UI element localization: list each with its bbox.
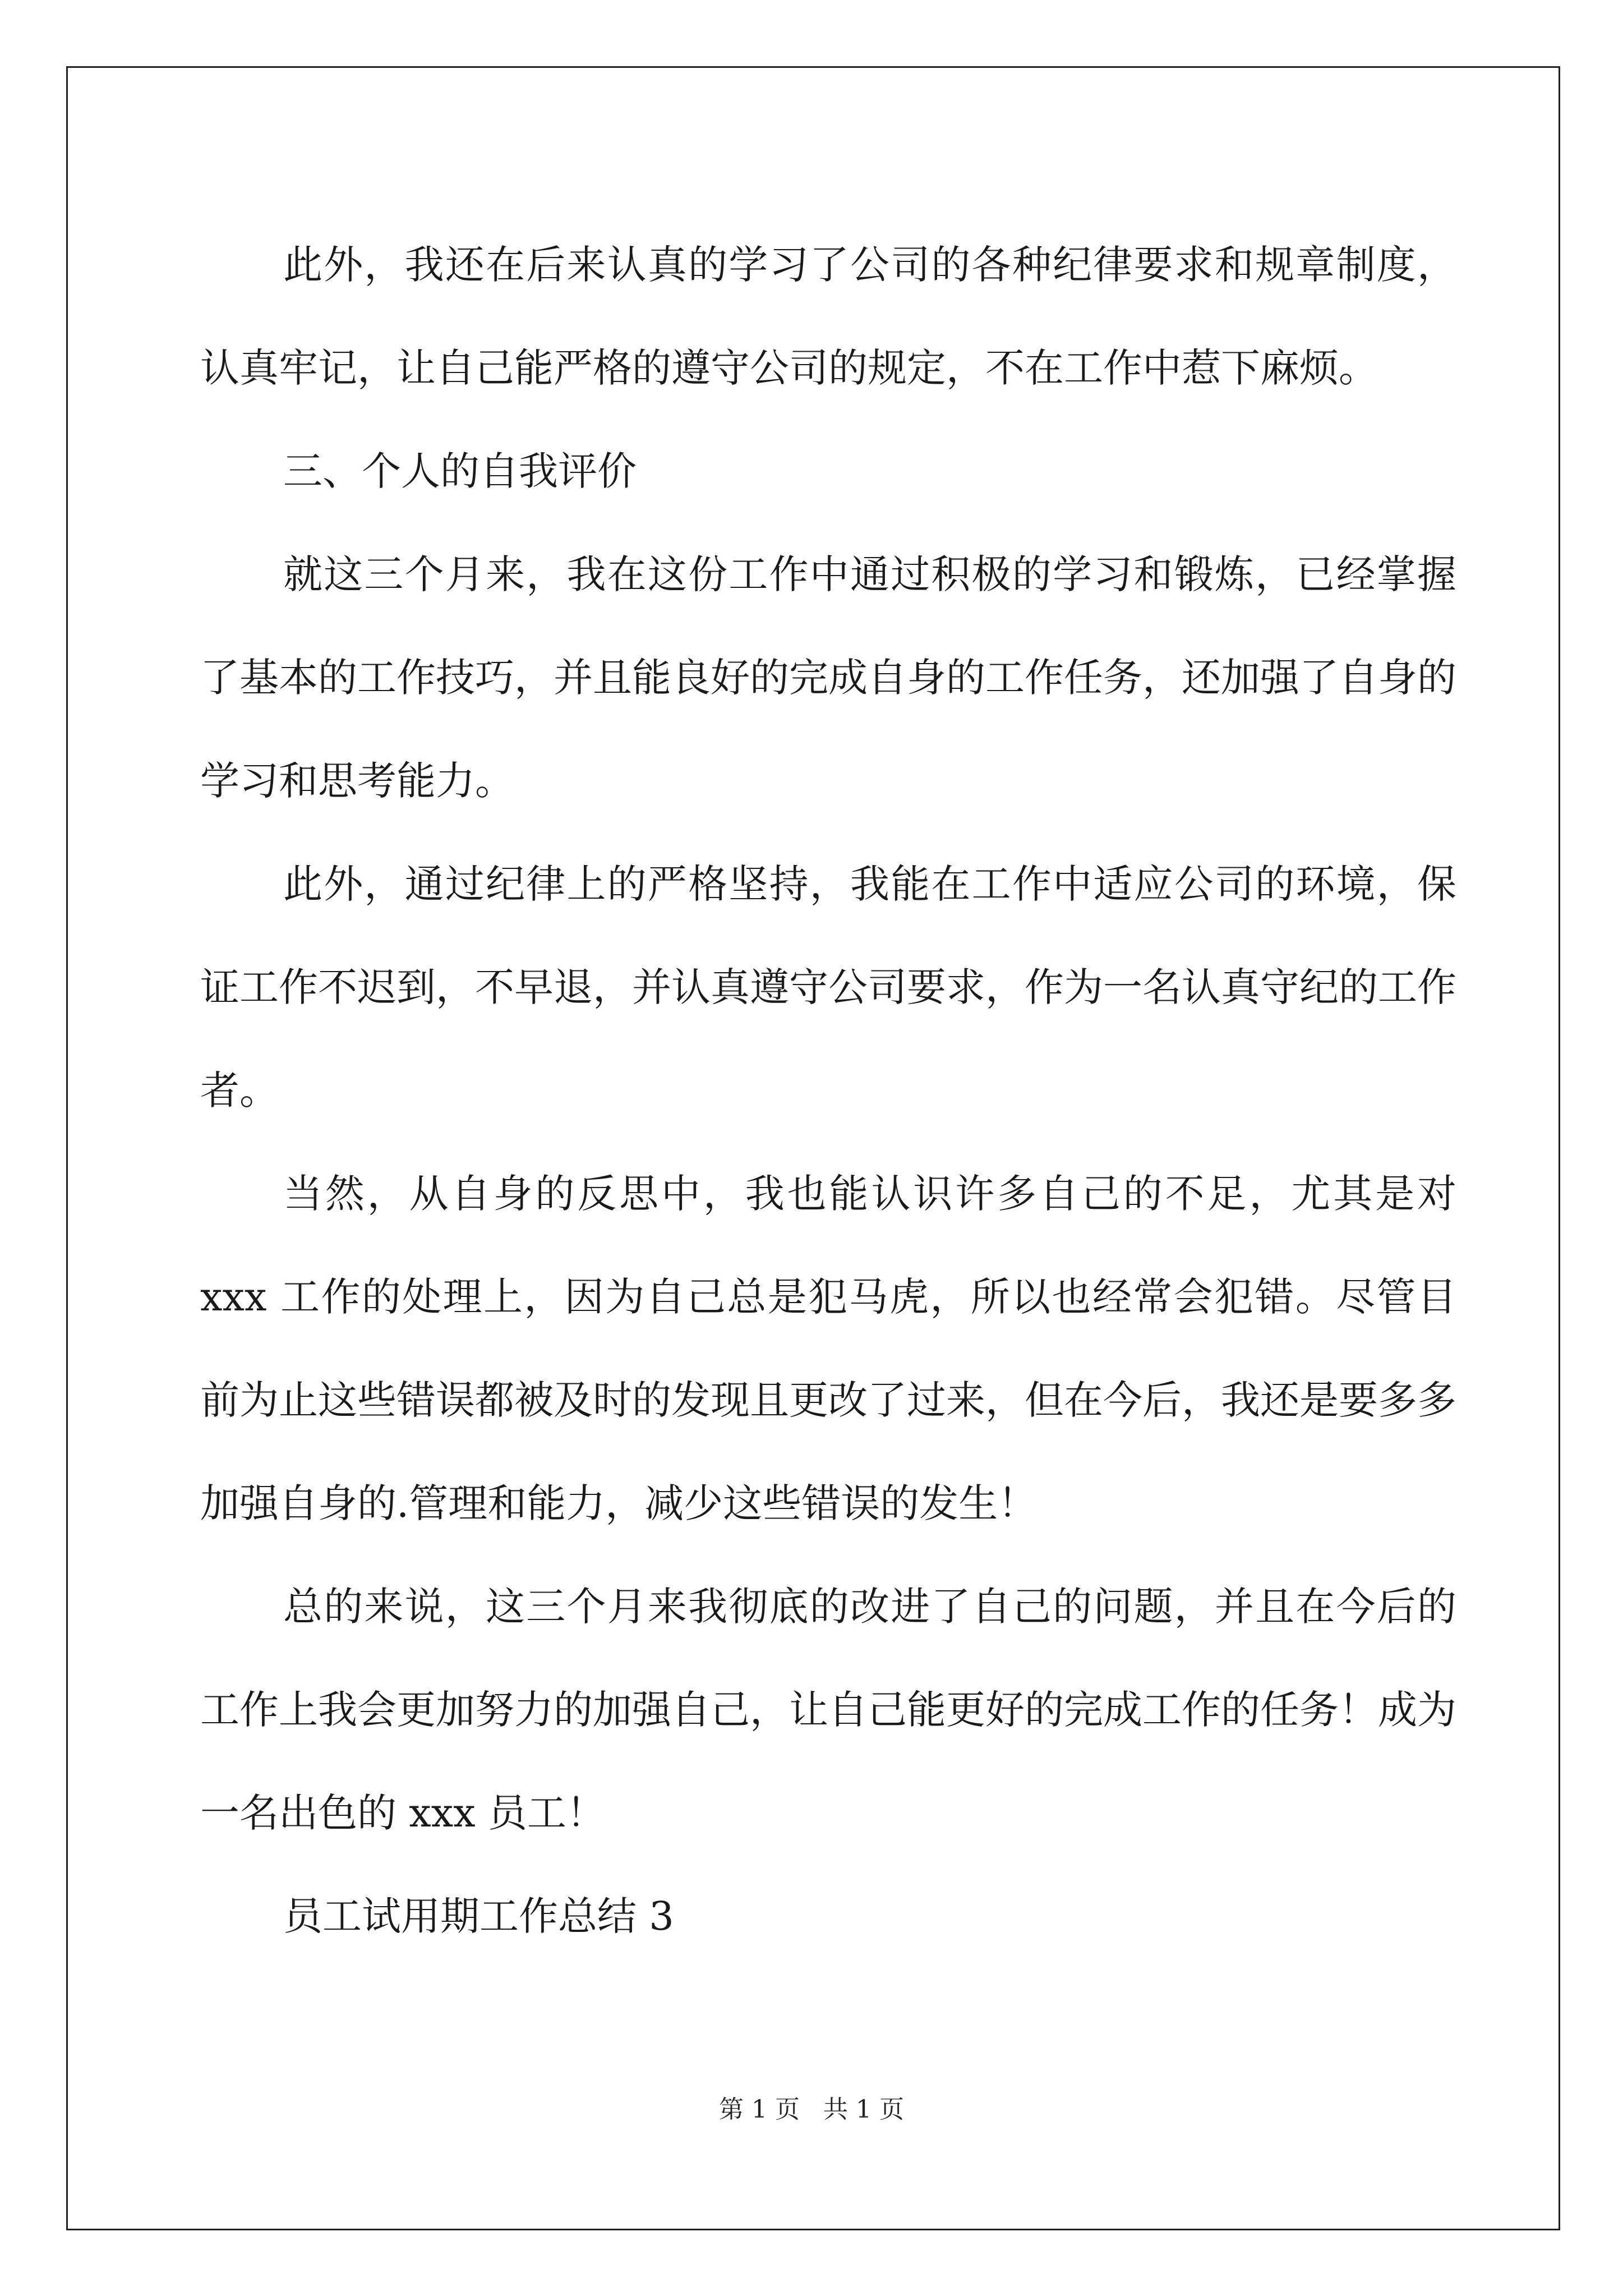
paragraph: 总的来说，这三个月来我彻底的改进了自己的问题，并且在今后的工作上我会更加努力的加强自己，让自己能更好的完成工作的任务！成为一名出色的 xxx 员工！ xyxy=(200,1584,1456,1836)
paragraph: 此外，我还在后来认真的学习了公司的各种纪律要求和规章制度，认真牢记，让自己能严格的遵守公司的规定，不在工作中惹下麻烦。 xyxy=(200,242,1456,391)
paragraph: 就这三个月来，我在这份工作中通过积极的学习和锻炼，已经掌握了基本的工作技巧，并且能良好的完成自身的工作任务，还加强了自身的学习和思考能力。 xyxy=(200,551,1456,804)
document-title: 员工试用期工作总结 3 xyxy=(283,1893,674,1939)
page-footer: 第 1 页 共 1 页 xyxy=(719,2095,904,2124)
section-heading: 三、个人的自我评价 xyxy=(283,448,637,494)
document-body xyxy=(200,213,1456,1968)
paragraph: 当然，从自身的反思中，我也能认识许多自己的不足，尤其是对 xxx 工作的处理上，因为自己总是犯马虎，所以也经常会犯错。尽管目前为止这些错误都被及时的发现且更改了过来，但在今后，我还是要多多加强自身的.管理和能力，减少这些错误的发生！ xyxy=(200,1171,1456,1526)
paragraph: 此外，通过纪律上的严格坚持，我能在工作中适应公司的环境，保证工作不迟到，不早退，并认真遵守公司要求，作为一名认真守纪的工作者。 xyxy=(200,861,1456,1114)
